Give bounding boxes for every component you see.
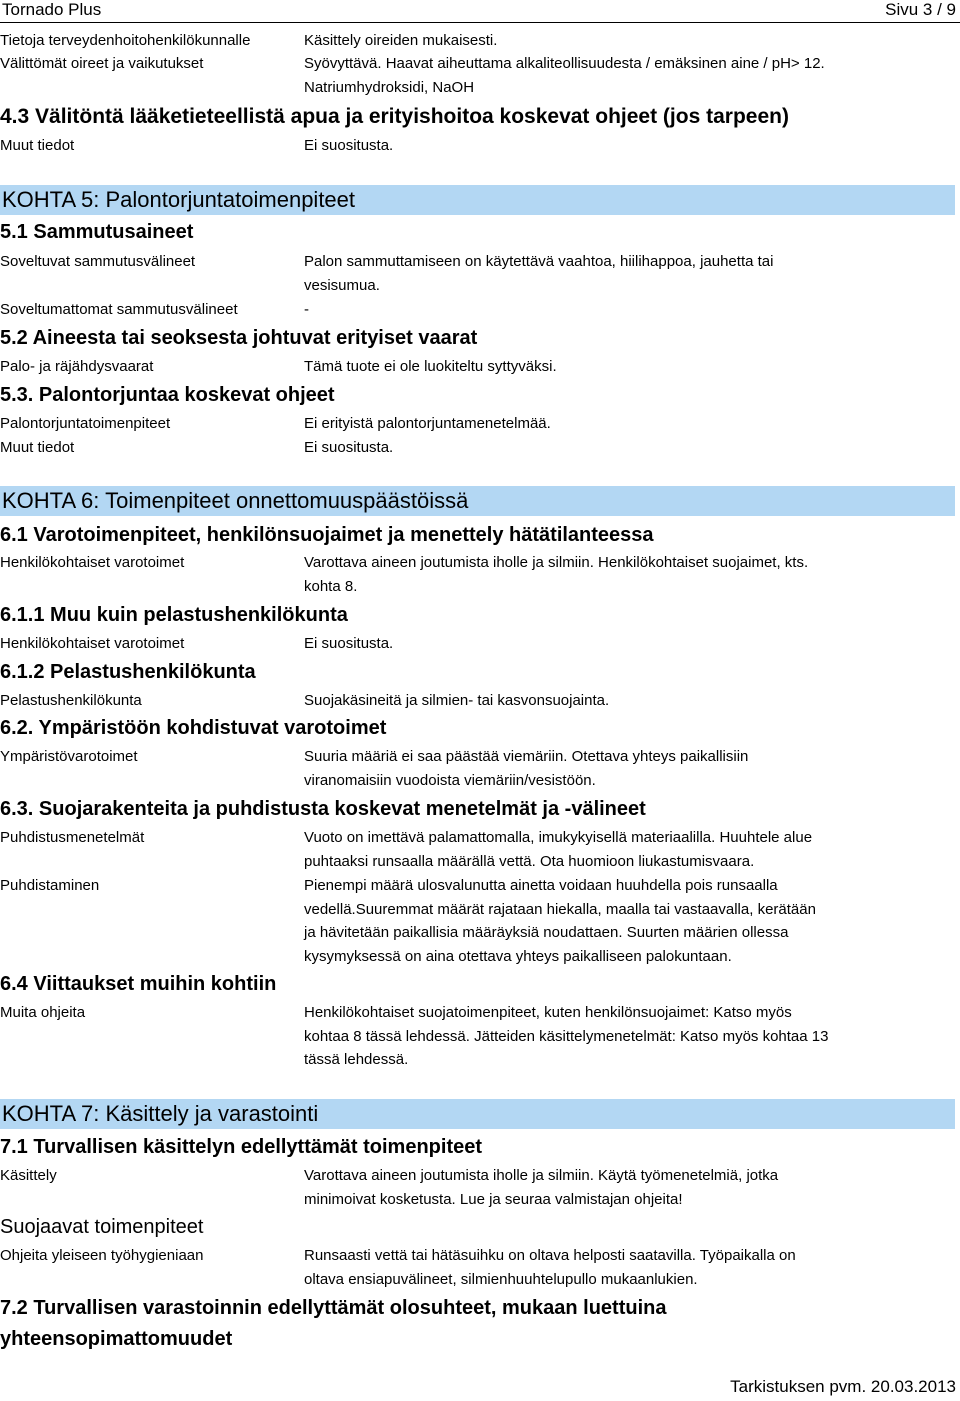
row-label: Soveltuvat sammutusvälineet (0, 253, 196, 270)
row-value: Palon sammuttamiseen on käytettävä vaahtoa, hiilihappoa, jauhetta tai (304, 253, 774, 270)
row-value: - (304, 301, 309, 318)
row-value: Ei suositusta. (304, 439, 394, 456)
row-value: kysymyksessä on aina otettava yhteys paikalliseen palokuntaan. (304, 948, 732, 965)
row-label: Palo- ja räjähdysvaarat (0, 358, 154, 375)
row-label: Puhdistusmenetelmät (0, 829, 145, 846)
row-value: kohta 8. (304, 578, 358, 595)
row-value: ja hävitetään paikallisia määräyksiä noudattaen. Suurten määrien ollessa (304, 924, 789, 941)
row-value: puhtaaksi runsaalla määrällä vettä. Ota huomioon liukastumisvaara. (304, 853, 755, 870)
row-value: Ei suositusta. (304, 635, 394, 652)
subsection-heading: Suojaavat toimenpiteet (0, 1216, 204, 1238)
row-value: Varottava aineen joutumista iholle ja silmiin. Käytä työmenetelmiä, jotka (304, 1167, 779, 1184)
row-label: Pelastushenkilökunta (0, 692, 142, 709)
row-value: vesisumua. (304, 277, 380, 294)
subsection-heading: 6.1 Varotoimenpiteet, henkilönsuojaimet ja menettely hätätilanteessa (0, 524, 654, 546)
subsection-heading: 4.3 Välitöntä lääketieteellistä apua ja erityishoitoa koskevat ohjeet (jos tarpeen) (0, 105, 789, 128)
row-label: Ohjeita yleiseen työhygieniaan (0, 1247, 204, 1264)
row-label: Käsittely (0, 1167, 57, 1184)
row-value: tässä lehdessä. (304, 1051, 409, 1068)
row-label: Ympäristövarotoimet (0, 748, 138, 765)
row-value: Runsaasti vettä tai hätäsuihku on oltava helposti saatavilla. Työpaikalla on (304, 1247, 796, 1264)
row-value: Pienempi määrä ulosvalunutta ainetta voidaan huuhdella pois runsaalla (304, 877, 778, 894)
row-value: kohtaa 8 tässä lehdessä. Jätteiden käsittelymenetelmät: Katso myös kohtaa 13 (304, 1028, 829, 1045)
row-value: Ei erityistä palontorjuntamenetelmää. (304, 415, 551, 432)
section-heading: KOHTA 6: Toimenpiteet onnettomuuspäästöissä (0, 486, 955, 516)
row-label: Soveltumattomat sammutusvälineet (0, 301, 238, 318)
subsection-heading: yhteensopimattomuudet (0, 1328, 233, 1350)
row-label: Muut tiedot (0, 439, 75, 456)
row-label: Tietoja terveydenhoitohenkilökunnalle (0, 32, 251, 49)
row-label: Muut tiedot (0, 137, 75, 154)
row-label: Henkilökohtaiset varotoimet (0, 554, 185, 571)
row-label: Henkilökohtaiset varotoimet (0, 635, 185, 652)
subsection-heading: 6.2. Ympäristöön kohdistuvat varotoimet (0, 717, 387, 739)
row-label: Puhdistaminen (0, 877, 100, 894)
row-value: Henkilökohtaiset suojatoimenpiteet, kuten henkilönsuojaimet: Katso myös (304, 1004, 792, 1021)
subsection-heading: 5.1 Sammutusaineet (0, 221, 194, 243)
row-value: Tämä tuote ei ole luokiteltu syttyväksi. (304, 358, 557, 375)
subsection-heading: 6.3. Suojarakenteita ja puhdistusta koskevat menetelmät ja -välineet (0, 798, 646, 820)
row-value: Vuoto on imettävä palamattomalla, imukykyisellä materiaalilla. Huuhtele alue (304, 829, 813, 846)
subsection-heading: 7.2 Turvallisen varastoinnin edellyttämät olosuhteet, mukaan luettuina (0, 1297, 667, 1319)
row-value: Ei suositusta. (304, 137, 394, 154)
revision-date: Tarkistuksen pvm. 20.03.2013 (730, 1377, 956, 1396)
section-heading: KOHTA 5: Palontorjuntatoimenpiteet (0, 185, 955, 215)
row-value: Syövyttävä. Haavat aiheuttama alkaliteollisuudesta / emäksinen aine / pH> 12. (304, 55, 825, 72)
subsection-heading: 6.1.1 Muu kuin pelastushenkilökunta (0, 604, 348, 626)
subsection-heading: 7.1 Turvallisen käsittelyn edellyttämät toimenpiteet (0, 1136, 483, 1158)
row-value: vedellä.Suuremmat määrät rajataan hiekalla, maalla tai vastaavalla, kerätään (304, 901, 816, 918)
subsection-heading: 6.1.2 Pelastushenkilökunta (0, 661, 256, 683)
row-value: Suojakäsineitä ja silmien- tai kasvonsuojainta. (304, 692, 610, 709)
page-header (0, 0, 960, 23)
product-name: Tornado Plus (2, 0, 102, 19)
row-value: Käsittely oireiden mukaisesti. (304, 32, 498, 49)
subsection-heading: 5.3. Palontorjuntaa koskevat ohjeet (0, 384, 335, 406)
row-label: Muita ohjeita (0, 1004, 86, 1021)
row-label: Välittömät oireet ja vaikutukset (0, 55, 204, 72)
row-value: Varottava aineen joutumista iholle ja silmiin. Henkilökohtaiset suojaimet, kts. (304, 554, 809, 571)
page-number: Sivu 3 / 9 (885, 0, 956, 19)
row-value: Suuria määriä ei saa päästää viemäriin. Otettava yhteys paikallisiin (304, 748, 749, 765)
row-label: Palontorjuntatoimenpiteet (0, 415, 171, 432)
row-value: minimoivat kosketusta. Lue ja seuraa valmistajan ohjeita! (304, 1191, 683, 1208)
row-value: viranomaisiin vuodoista viemäriin/vesistöön. (304, 772, 596, 789)
row-value: oltava ensiapuvälineet, silmienhuuhtelupullo mukaanlukien. (304, 1271, 698, 1288)
subsection-heading: 5.2 Aineesta tai seoksesta johtuvat erityiset vaarat (0, 327, 478, 349)
row-value: Natriumhydroksidi, NaOH (304, 79, 475, 96)
subsection-heading: 6.4 Viittaukset muihin kohtiin (0, 973, 277, 995)
section-heading: KOHTA 7: Käsittely ja varastointi (0, 1099, 955, 1129)
